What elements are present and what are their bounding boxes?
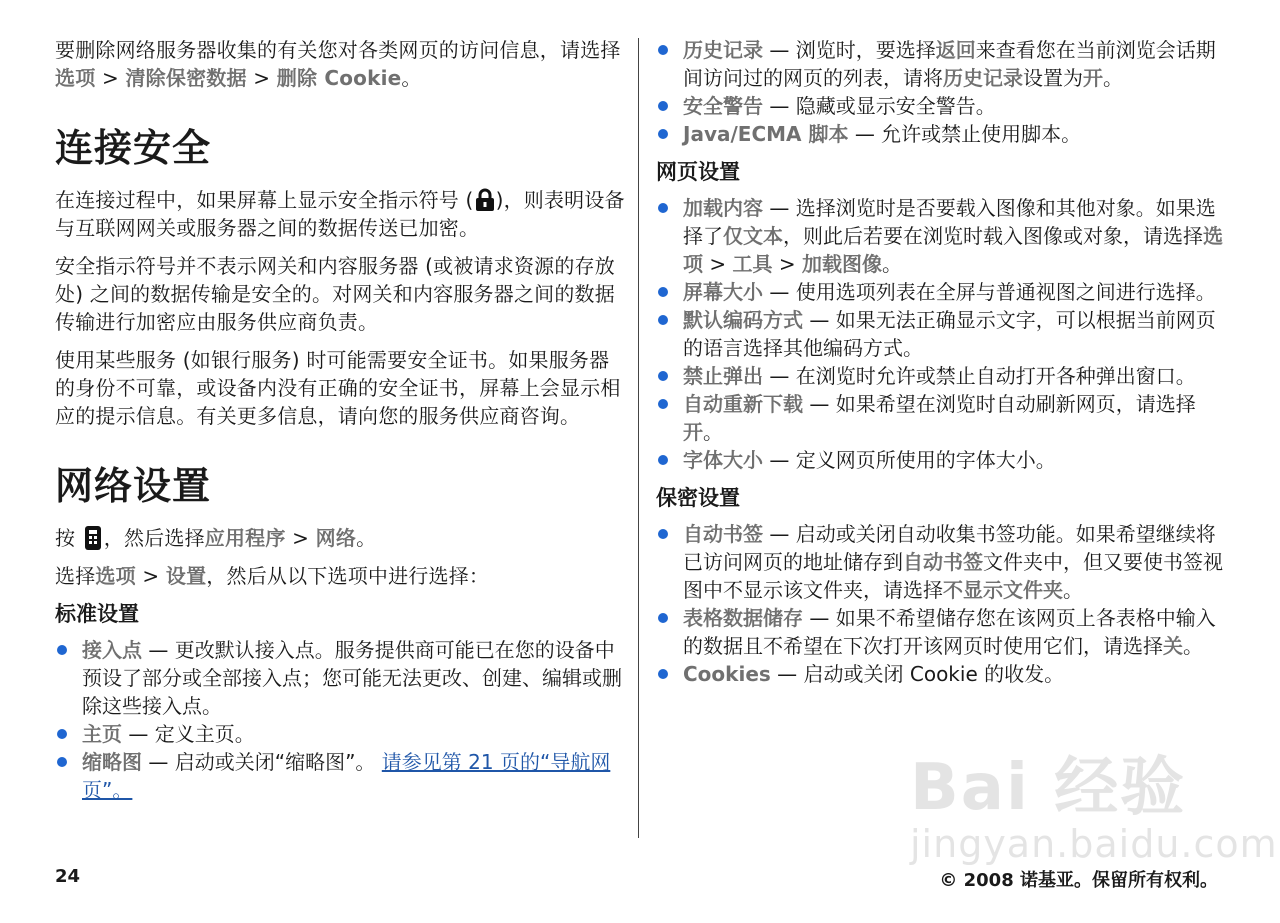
list-item	[656, 92, 1231, 120]
watermark-logo-text: Bai 经验	[910, 751, 1187, 825]
heading-page-settings: 网页设置	[656, 160, 740, 184]
setting-description: — 使用选项列表在全屏与普通视图之间进行选择。	[763, 280, 1216, 304]
page-number: 24	[55, 866, 81, 887]
security-text-b: )，则表明设备与互联网网关或服务器之间的数据传送已加密。	[55, 188, 625, 240]
setting-term: 表格数据储存	[683, 606, 803, 630]
option-label: 返回	[935, 38, 976, 62]
option-label: 网络	[315, 526, 357, 550]
bullet-icon	[57, 757, 67, 767]
separator: >	[772, 252, 802, 276]
bullet-icon	[658, 45, 668, 55]
copyright-notice: © 2008 诺基亚。保留所有权利。	[939, 870, 1218, 891]
separator: >	[95, 66, 126, 90]
security-paragraph-1	[55, 186, 627, 242]
setting-term: 自动重新下载	[683, 392, 803, 416]
setting-term: 屏幕大小	[683, 280, 763, 304]
setting-term: 默认编码方式	[683, 308, 803, 332]
punctuation: 。	[1063, 578, 1083, 602]
setting-term: 禁止弹出	[683, 364, 763, 388]
option-label: 应用程序	[204, 526, 286, 550]
list-item	[656, 604, 1231, 660]
setting-description: — 隐藏或显示安全警告。	[763, 94, 996, 118]
security-paragraph-2: 安全指示符号并不表示网关和内容服务器 (或被请求资源的存放处) 之间的数据传输是安全的。对网关和内容服务器之间的数据传输进行加密应由服务供应商负责。	[55, 254, 615, 334]
setting-description: — 启动或关闭“缩略图”。	[142, 750, 382, 774]
setting-term: Cookies	[683, 662, 771, 686]
setting-description: 来查看您在当前浏览会话期间访问过的网页的列表，请将	[683, 38, 1216, 90]
press-menu-paragraph	[55, 524, 627, 552]
punctuation: 。	[703, 420, 723, 444]
setting-description: — 定义网页所使用的字体大小。	[763, 448, 1056, 472]
list-item	[55, 748, 627, 804]
separator: >	[246, 66, 277, 90]
select-text: 选择	[55, 564, 96, 588]
setting-description: — 如果希望在浏览时自动刷新网页，请选择	[803, 392, 1196, 416]
setting-term: 自动书签	[683, 522, 763, 546]
setting-term: 安全警告	[683, 94, 763, 118]
option-label: 删除 Cookie	[276, 66, 402, 90]
setting-description: — 启动或关闭自动收集书签功能。如果希望继续将已访问网页的地址储存到	[683, 522, 1216, 574]
setting-description: 文件夹中，但又要使书签视图中不显示该文件夹，请选择	[683, 550, 1223, 602]
bullet-icon	[658, 287, 668, 297]
option-label: 关	[1163, 634, 1183, 658]
option-label: 选项	[55, 66, 96, 90]
select-options-paragraph	[55, 562, 627, 590]
heading-standard-settings: 标准设置	[55, 602, 139, 626]
baidu-watermark	[880, 736, 1278, 886]
punctuation: 。	[401, 66, 422, 90]
standard-settings-list	[55, 636, 627, 804]
press-text: 按	[55, 526, 82, 550]
list-item	[656, 660, 1231, 688]
bullet-icon	[658, 129, 668, 139]
bullet-icon	[658, 399, 668, 409]
menu-key-icon	[82, 524, 104, 552]
setting-description: — 定义主页。	[122, 722, 255, 746]
list-item	[55, 636, 627, 720]
separator: >	[135, 564, 166, 588]
setting-description: ，则此后若要在浏览时载入图像或对象，请选择	[783, 224, 1203, 248]
option-label: 清除保密数据	[125, 66, 247, 90]
list-item	[656, 446, 1231, 474]
separator: >	[285, 526, 316, 550]
list-item	[656, 194, 1231, 278]
list-item	[656, 520, 1231, 604]
option-label: 开	[683, 420, 703, 444]
bullet-icon	[658, 371, 668, 381]
option-label: 不显示文件夹	[943, 578, 1063, 602]
setting-description: — 选择浏览时是否要载入图像和其他对象。如果选择了	[683, 196, 1216, 248]
option-label: 历史记录	[943, 66, 1023, 90]
list-item	[656, 278, 1231, 306]
setting-description: — 更改默认接入点。服务提供商可能已在您的设备中预设了部分或全部接入点；您可能无法更改、创建、编辑或删除这些接入点。	[82, 638, 622, 718]
watermark-url: jingyan.baidu.com	[910, 822, 1278, 866]
list-item	[55, 720, 627, 748]
list-item	[656, 120, 1231, 148]
select-text-b: ，然后从以下选项中进行选择：	[206, 564, 490, 588]
setting-term: Java/ECMA 脚本	[683, 122, 849, 146]
option-label: 仅文本	[723, 224, 783, 248]
bullet-icon	[658, 613, 668, 623]
setting-description: — 如果不希望储存您在该网页上各表格中输入的数据且不希望在下次打开该网页时使用它们，请选择	[683, 606, 1216, 658]
cookie-paragraph	[55, 36, 627, 92]
column-divider	[638, 38, 639, 838]
bullet-icon	[658, 455, 668, 465]
separator: >	[703, 252, 733, 276]
option-label: 自动书签	[903, 550, 983, 574]
setting-description: — 在浏览时允许或禁止自动打开各种弹出窗口。	[763, 364, 1196, 388]
bullet-icon	[57, 729, 67, 739]
setting-term: 主页	[82, 722, 122, 746]
heading-privacy-settings: 保密设置	[656, 486, 740, 510]
punctuation: 。	[1103, 66, 1123, 90]
setting-description: — 启动或关闭 Cookie 的收发。	[770, 662, 1065, 686]
setting-term: 字体大小	[683, 448, 763, 472]
bullet-icon	[57, 645, 67, 655]
option-label: 工具	[732, 252, 773, 276]
cookie-text: 要删除网络服务器收集的有关您对各类网页的访问信息，请选择	[55, 38, 621, 62]
cross-reference-link[interactable]: 请参见第 21 页的“导航网页”。	[82, 750, 611, 802]
setting-term: 加载内容	[683, 196, 763, 220]
setting-description: 设置为	[1023, 66, 1083, 90]
setting-term: 历史记录	[683, 38, 763, 62]
security-text-a: 在连接过程中，如果屏幕上显示安全指示符号 (	[55, 188, 474, 212]
setting-description: — 允许或禁止使用脚本。	[848, 122, 1082, 146]
setting-term: 缩略图	[82, 750, 142, 774]
bullet-icon	[658, 669, 668, 679]
punctuation: 。	[881, 252, 902, 276]
bullet-icon	[658, 203, 668, 213]
page-settings-list	[656, 194, 1231, 474]
privacy-settings-list	[656, 520, 1231, 688]
press-text-b: ，然后选择	[103, 526, 205, 550]
option-label: 加载图像	[801, 252, 882, 276]
punctuation: 。	[1183, 634, 1203, 658]
punctuation: 。	[356, 526, 377, 550]
option-label: 设置	[165, 564, 207, 588]
security-paragraph-3: 使用某些服务 (如银行服务) 时可能需要安全证书。如果服务器的身份不可靠，或设备内没有正确的安全证书，屏幕上会显示相应的提示信息。有关更多信息，请向您的服务供应商咨询。	[55, 348, 621, 428]
list-item	[656, 36, 1231, 92]
heading-connection-security: 连接安全	[55, 126, 212, 170]
list-item	[656, 362, 1231, 390]
bullet-icon	[658, 529, 668, 539]
right-column	[656, 36, 1231, 694]
left-column	[55, 36, 627, 810]
heading-network-settings: 网络设置	[55, 464, 212, 508]
lock-icon	[474, 188, 496, 212]
option-label: 选项	[95, 564, 136, 588]
bullet-icon	[658, 101, 668, 111]
setting-description: — 浏览时，要选择	[763, 38, 936, 62]
option-label: 选项	[683, 224, 1223, 276]
setting-description: — 如果无法正确显示文字，可以根据当前网页的语言选择其他编码方式。	[683, 308, 1216, 360]
list-item	[656, 306, 1231, 362]
option-label: 开	[1083, 66, 1103, 90]
bullet-icon	[658, 315, 668, 325]
list-item	[656, 390, 1231, 446]
browser-settings-list	[656, 36, 1231, 148]
setting-term: 接入点	[82, 638, 142, 662]
